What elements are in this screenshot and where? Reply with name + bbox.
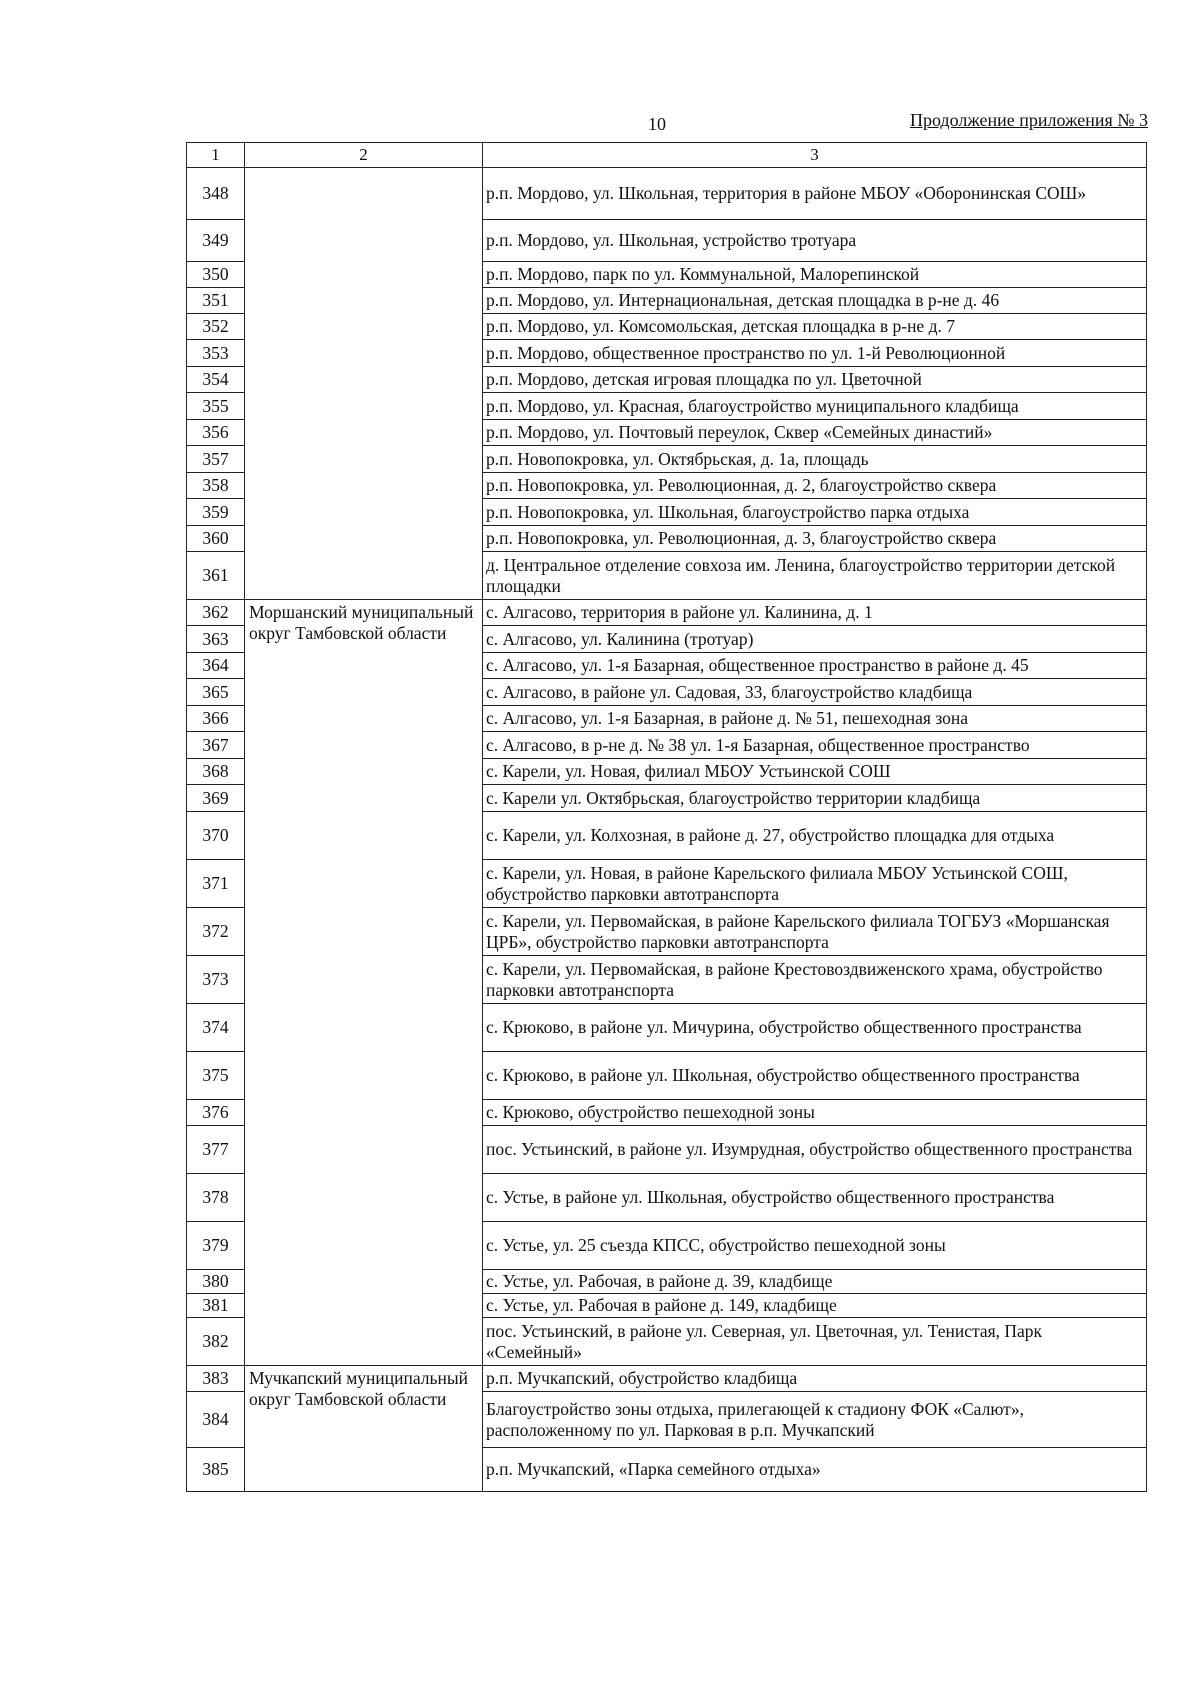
location-description: с. Крюково, обустройство пешеходной зоны bbox=[483, 1100, 1147, 1126]
location-description: с. Устье, ул. Рабочая, в районе д. 39, кладбище bbox=[483, 1270, 1147, 1294]
location-description: р.п. Новопокровка, ул. Революционная, д. 2, благоустройство сквера bbox=[483, 473, 1147, 499]
location-description: с. Карели, ул. Новая, в районе Карельского филиала МБОУ Устьинской СОШ, обустройство парковки автотранспорта bbox=[483, 860, 1147, 908]
location-description: пос. Устьинский, в районе ул. Северная, ул. Цветочная, ул. Тенистая, Парк «Семейный» bbox=[483, 1318, 1147, 1366]
column-header-2: 2 bbox=[245, 143, 483, 168]
location-description: р.п. Новопокровка, ул. Революционная, д. 3, благоустройство сквера bbox=[483, 526, 1147, 552]
location-description: с. Карели, ул. Первомайская, в районе Крестовоздвиженского храма, обустройство парковки автотранспорта bbox=[483, 956, 1147, 1004]
location-description: р.п. Мордово, общественное пространство по ул. 1-й Революционной bbox=[483, 340, 1147, 367]
location-description: с. Алгасово, ул. Калинина (тротуар) bbox=[483, 626, 1147, 653]
row-number: 385 bbox=[187, 1448, 245, 1492]
row-number: 363 bbox=[187, 626, 245, 653]
district-name bbox=[245, 168, 483, 600]
location-description: р.п. Мордово, ул. Почтовый переулок, Сквер «Семейных династий» bbox=[483, 420, 1147, 446]
location-description: с. Алгасово, ул. 1-я Базарная, общественное пространство в районе д. 45 bbox=[483, 653, 1147, 679]
row-number: 378 bbox=[187, 1174, 245, 1222]
location-description: с. Карели, ул. Колхозная, в районе д. 27, обустройство площадка для отдыха bbox=[483, 812, 1147, 860]
location-description: с. Устье, ул. Рабочая в районе д. 149, кладбище bbox=[483, 1294, 1147, 1318]
row-number: 369 bbox=[187, 785, 245, 812]
continuation-label: Продолжение приложения № 3 bbox=[909, 110, 1148, 130]
row-number: 371 bbox=[187, 860, 245, 908]
location-description: с. Алгасово, в районе ул. Садовая, 33, благоустройство кладбища bbox=[483, 679, 1147, 706]
page-number: 10 bbox=[648, 114, 666, 134]
row-number: 365 bbox=[187, 679, 245, 706]
row-number: 355 bbox=[187, 393, 245, 420]
row-number: 356 bbox=[187, 420, 245, 446]
table-body bbox=[187, 168, 1147, 1492]
location-description: р.п. Мордово, ул. Красная, благоустройство муниципального кладбища bbox=[483, 393, 1147, 420]
row-number: 379 bbox=[187, 1222, 245, 1270]
location-description: с. Крюково, в районе ул. Школьная, обустройство общественного пространства bbox=[483, 1052, 1147, 1100]
row-number: 358 bbox=[187, 473, 245, 499]
location-description: р.п. Мордово, парк по ул. Коммунальной, Малорепинской bbox=[483, 262, 1147, 288]
row-number: 357 bbox=[187, 446, 245, 473]
location-description: р.п. Мордово, ул. Школьная, устройство тротуара bbox=[483, 220, 1147, 262]
row-number: 376 bbox=[187, 1100, 245, 1126]
district-name: Моршанский муниципальный округ Тамбовской области bbox=[245, 600, 483, 1366]
row-number: 360 bbox=[187, 526, 245, 552]
location-description: р.п. Мучкапский, «Парка семейного отдыха» bbox=[483, 1448, 1147, 1492]
location-description: с. Карели ул. Октябрьская, благоустройство территории кладбища bbox=[483, 785, 1147, 812]
row-number: 367 bbox=[187, 732, 245, 759]
row-number: 351 bbox=[187, 288, 245, 314]
location-description: д. Центральное отделение совхоза им. Ленина, благоустройство территории детской площадки bbox=[483, 552, 1147, 600]
row-number: 382 bbox=[187, 1318, 245, 1366]
row-number: 352 bbox=[187, 314, 245, 340]
table-header-row bbox=[187, 143, 1147, 168]
row-number: 374 bbox=[187, 1004, 245, 1052]
row-number: 375 bbox=[187, 1052, 245, 1100]
table-row bbox=[187, 1366, 1147, 1392]
location-description: с. Устье, в районе ул. Школьная, обустройство общественного пространства bbox=[483, 1174, 1147, 1222]
row-number: 383 bbox=[187, 1366, 245, 1392]
location-description: с. Карели, ул. Новая, филиал МБОУ Устьинской СОШ bbox=[483, 759, 1147, 785]
table-row bbox=[187, 600, 1147, 626]
row-number: 368 bbox=[187, 759, 245, 785]
row-number: 348 bbox=[187, 168, 245, 220]
location-description: с. Карели, ул. Первомайская, в районе Карельского филиала ТОГБУЗ «Моршанская ЦРБ», обустройство парковки автотранспорта bbox=[483, 908, 1147, 956]
location-description: с. Алгасово, территория в районе ул. Калинина, д. 1 bbox=[483, 600, 1147, 626]
location-description: р.п. Мордово, ул. Интернациональная, детская площадка в р-не д. 46 bbox=[483, 288, 1147, 314]
location-description: пос. Устьинский, в районе ул. Изумрудная, обустройство общественного пространства bbox=[483, 1126, 1147, 1174]
location-description: р.п. Мордово, детская игровая площадка по ул. Цветочной bbox=[483, 367, 1147, 393]
row-number: 349 bbox=[187, 220, 245, 262]
row-number: 380 bbox=[187, 1270, 245, 1294]
location-description: р.п. Мордово, ул. Комсомольская, детская площадка в р-не д. 7 bbox=[483, 314, 1147, 340]
appendix-table bbox=[186, 142, 1147, 1492]
row-number: 370 bbox=[187, 812, 245, 860]
row-number: 362 bbox=[187, 600, 245, 626]
row-number: 373 bbox=[187, 956, 245, 1004]
location-description: с. Устье, ул. 25 съезда КПСС, обустройство пешеходной зоны bbox=[483, 1222, 1147, 1270]
location-description: р.п. Новопокровка, ул. Школьная, благоустройство парка отдыха bbox=[483, 499, 1147, 526]
row-number: 359 bbox=[187, 499, 245, 526]
row-number: 361 bbox=[187, 552, 245, 600]
row-number: 364 bbox=[187, 653, 245, 679]
row-number: 372 bbox=[187, 908, 245, 956]
row-number: 350 bbox=[187, 262, 245, 288]
location-description: с. Алгасово, в р-не д. № 38 ул. 1-я Базарная, общественное пространство bbox=[483, 732, 1147, 759]
row-number: 366 bbox=[187, 706, 245, 732]
row-number: 381 bbox=[187, 1294, 245, 1318]
location-description: Благоустройство зоны отдыха, прилегающей к стадиону ФОК «Салют», расположенному по ул. Парковая в р.п. Мучкапский bbox=[483, 1392, 1147, 1448]
location-description: р.п. Мучкапский, обустройство кладбища bbox=[483, 1366, 1147, 1392]
row-number: 354 bbox=[187, 367, 245, 393]
column-header-1: 1 bbox=[187, 143, 245, 168]
column-header-3: 3 bbox=[483, 143, 1147, 168]
location-description: р.п. Мордово, ул. Школьная, территория в районе МБОУ «Оборонинская СОШ» bbox=[483, 168, 1147, 220]
row-number: 384 bbox=[187, 1392, 245, 1448]
district-name: Мучкапский муниципальный округ Тамбовской области bbox=[245, 1366, 483, 1492]
location-description: с. Алгасово, ул. 1-я Базарная, в районе д. № 51, пешеходная зона bbox=[483, 706, 1147, 732]
table-row bbox=[187, 168, 1147, 220]
row-number: 353 bbox=[187, 340, 245, 367]
row-number: 377 bbox=[187, 1126, 245, 1174]
location-description: р.п. Новопокровка, ул. Октябрьская, д. 1а, площадь bbox=[483, 446, 1147, 473]
location-description: с. Крюково, в районе ул. Мичурина, обустройство общественного пространства bbox=[483, 1004, 1147, 1052]
